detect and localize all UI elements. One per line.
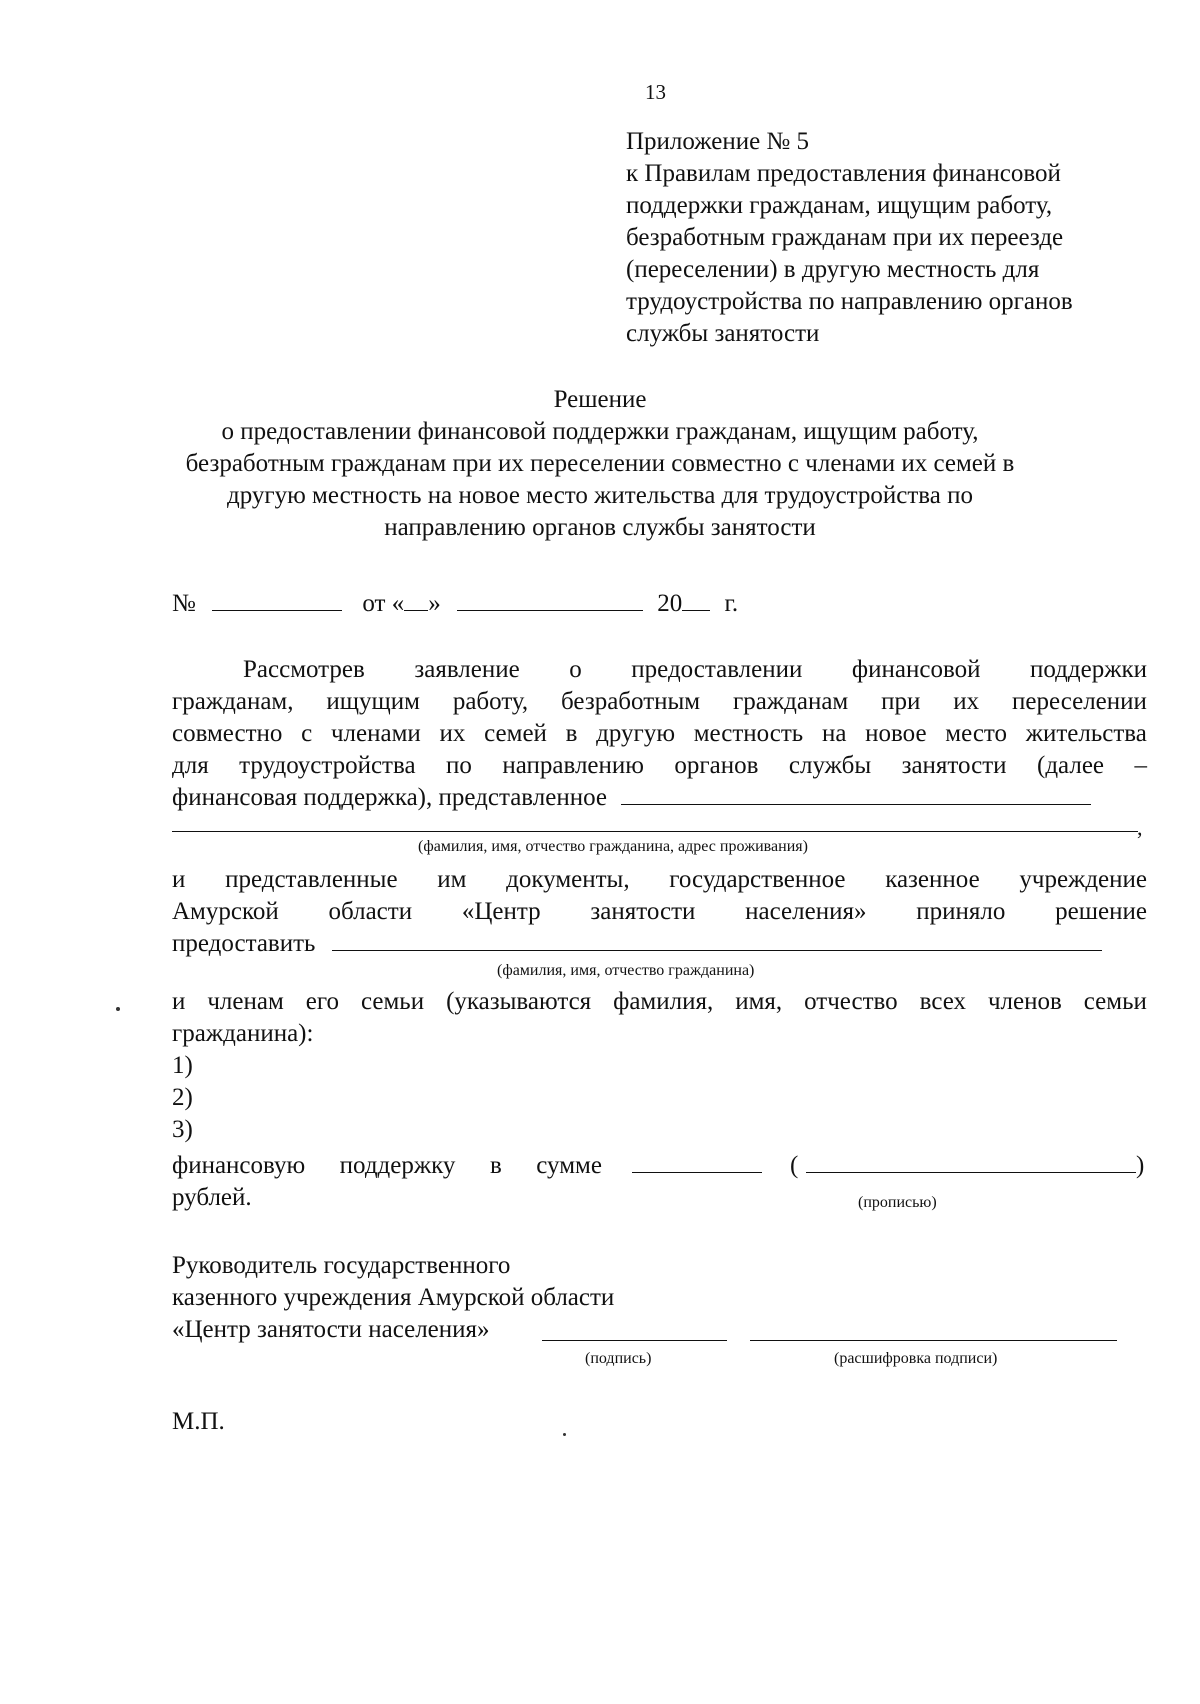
seal-label: М.П. [172, 1408, 225, 1435]
word: новое [865, 720, 927, 747]
word: жительства [1025, 720, 1147, 747]
year-blank [682, 609, 710, 611]
word: службы [788, 752, 872, 779]
word: в [489, 1152, 502, 1179]
word: заявление [414, 656, 520, 683]
page-number: 13 [645, 80, 666, 104]
caption-in-words: (прописью) [858, 1194, 937, 1211]
provide-label: предоставить [172, 930, 316, 957]
caption-signature-decode: (расшифровка подписи) [834, 1350, 998, 1367]
word: занятости [901, 752, 1007, 779]
word: гражданам, [172, 688, 294, 715]
word: безработным [561, 688, 701, 715]
number-date-line [172, 588, 738, 620]
word: населения» [745, 898, 867, 925]
day-blank [404, 609, 428, 611]
appendix-line: службы занятости [626, 320, 820, 347]
word: Рассмотрев [243, 656, 365, 683]
para3-last-line: гражданина): [172, 1020, 314, 1047]
word: им [437, 866, 467, 893]
rubles-label: рублей. [172, 1184, 252, 1211]
word: документы, [506, 866, 630, 893]
word: (далее [1037, 752, 1105, 779]
word: учреждение [1019, 866, 1147, 893]
signatory-line-1: Руководитель государственного [172, 1252, 511, 1279]
document-title [150, 384, 1050, 544]
para1-line [172, 750, 1147, 782]
word: членов [987, 988, 1062, 1015]
date-close-quote: » [428, 590, 441, 617]
member-item-1: 1) [172, 1052, 193, 1079]
word: органов [674, 752, 759, 779]
word: приняло [916, 898, 1006, 925]
signature-blank [542, 1340, 727, 1341]
word: трудоустройства [239, 752, 416, 779]
title-heading: Решение [553, 386, 647, 413]
word: место [945, 720, 1008, 747]
word: имя, [735, 988, 783, 1015]
caption-signature: (подпись) [585, 1350, 652, 1367]
word: для [172, 752, 209, 779]
word: направлению [502, 752, 644, 779]
month-blank [457, 609, 643, 611]
word: совместно [172, 720, 283, 747]
word: семьи [360, 988, 425, 1015]
para1-line [172, 718, 1147, 750]
word: членами [330, 720, 421, 747]
citizen-blank [332, 949, 1102, 951]
word: при [881, 688, 921, 715]
sum-digits-blank [632, 1172, 762, 1173]
word: его [305, 988, 340, 1015]
word: предоставлении [631, 656, 803, 683]
title-line: направлению органов службы занятости [384, 514, 816, 541]
word: представленные [225, 866, 398, 893]
word: государственное [669, 866, 846, 893]
word: занятости [590, 898, 696, 925]
applicant-blank [621, 803, 1091, 805]
signatory-line-3: «Центр занятости населения» [172, 1316, 490, 1343]
word: гражданам [733, 688, 849, 715]
word: членам [207, 988, 284, 1015]
word: финансовой [851, 656, 981, 683]
signature-decode-blank [750, 1340, 1117, 1341]
appendix-line: поддержки гражданам, ищущим работу, [626, 192, 1053, 219]
caption-citizen: (фамилия, имя, отчество гражданина) [497, 962, 755, 979]
word: области [328, 898, 413, 925]
word: на [821, 720, 847, 747]
word: Амурской [172, 898, 279, 925]
close-paren: ) [1136, 1152, 1145, 1179]
para2-line [172, 896, 1147, 928]
word: всех [919, 988, 966, 1015]
comma: , [1137, 815, 1143, 840]
represented-label: финансовая поддержка), представленное [172, 784, 607, 811]
word: сумме [536, 1152, 602, 1179]
appendix-line: безработным гражданам при их переезде [626, 224, 1064, 251]
word: поддержки [1030, 656, 1147, 683]
word: и [172, 988, 186, 1015]
word: с [301, 720, 313, 747]
appendix-line: к Правилам предоставления финансовой [626, 160, 1061, 187]
para3-line [172, 986, 1147, 1018]
word: «Центр [461, 898, 541, 925]
date-from-label: от « [362, 590, 405, 617]
number-sign: № [172, 590, 196, 617]
word: семей [484, 720, 547, 747]
sum-line [172, 1150, 602, 1182]
word: (указываются [446, 988, 592, 1015]
word: – [1134, 752, 1147, 779]
number-blank [212, 609, 342, 611]
para2-last-line [172, 928, 1102, 960]
word: ищущим [326, 688, 420, 715]
appendix-line: (переселении) в другую местность для [626, 256, 1040, 283]
applicant-address-blank [172, 816, 1138, 832]
year-suffix: г. [724, 590, 739, 617]
word: работу, [452, 688, 529, 715]
title-line: другую местность на новое место жительства для трудоустройства по [226, 482, 974, 509]
year-prefix: 20 [657, 590, 683, 617]
word: в [565, 720, 578, 747]
word: их [953, 688, 980, 715]
word: о [569, 656, 582, 683]
word: их [439, 720, 466, 747]
word: казенное [885, 866, 980, 893]
member-item-3: 3) [172, 1116, 193, 1143]
word: отчество [804, 988, 898, 1015]
caption-applicant: (фамилия, имя, отчество гражданина, адрес проживания) [418, 838, 808, 855]
appendix-line: трудоустройства по направлению органов [626, 288, 1073, 315]
word: поддержку [339, 1152, 456, 1179]
word: решение [1055, 898, 1147, 925]
word: фамилия, [613, 988, 714, 1015]
sum-words-blank [806, 1172, 1136, 1173]
word: другую [596, 720, 675, 747]
para1-last-line [172, 782, 1091, 814]
appendix-line: Приложение № 5 [626, 128, 810, 155]
word: семьи [1083, 988, 1147, 1015]
para1-line [172, 686, 1147, 718]
appendix-block [626, 126, 1146, 350]
scan-speck [116, 1007, 120, 1011]
title-line: безработным гражданам при их переселении совместно с членами их семей в [185, 450, 1015, 477]
title-line: о предоставлении финансовой поддержки гражданам, ищущим работу, [221, 418, 979, 445]
word: по [446, 752, 472, 779]
member-item-2: 2) [172, 1084, 193, 1111]
signatory-line-2: казенного учреждения Амурской области [172, 1284, 615, 1311]
open-paren: ( [790, 1152, 799, 1179]
word: и [172, 866, 186, 893]
scan-speck [563, 1433, 566, 1436]
para2-line [172, 864, 1147, 896]
word: переселении [1012, 688, 1147, 715]
word: местность [693, 720, 804, 747]
word: финансовую [172, 1152, 306, 1179]
para1-line [243, 654, 1147, 686]
